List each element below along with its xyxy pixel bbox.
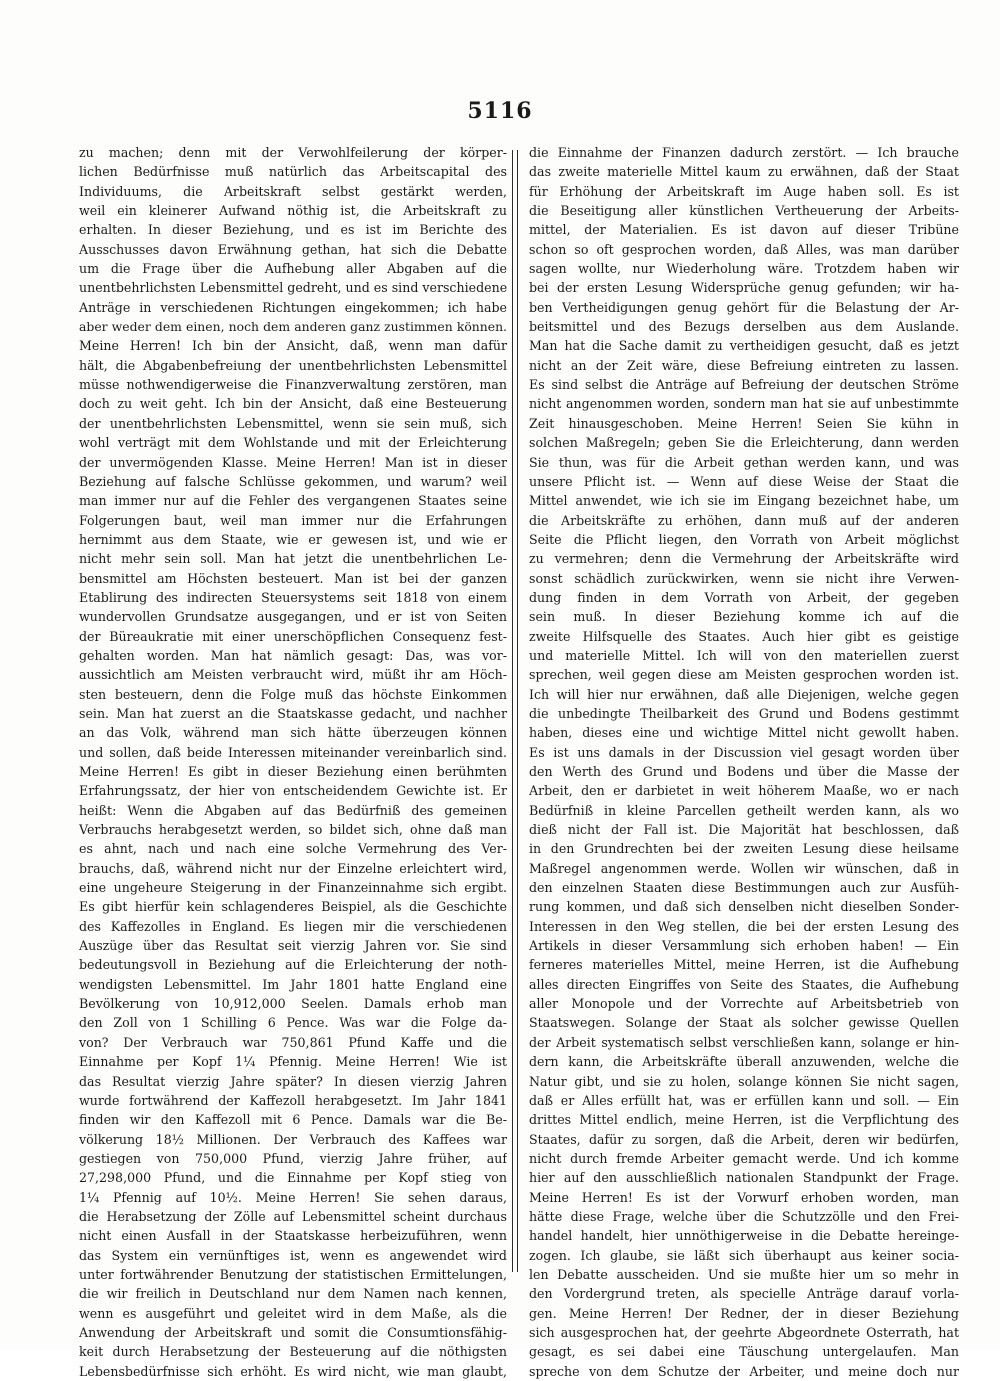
text-line: die unbedingte Theilbarkeit des Grund und Bodens gestimmt [529, 705, 959, 721]
text-line: daß er Alles erfüllt hat, was er erfüllen kann und soll. — Ein [529, 1092, 959, 1108]
text-line: den einzelnen Staaten diese Bestimmungen auch zur Ausfüh- [529, 880, 959, 896]
text-line: an das Volk, während man sich hätte überzeugen können [79, 725, 507, 741]
text-line: rung kommen, und daß sich denselben nicht dieselben Sonder- [529, 899, 959, 915]
text-line: hält, die Abgabenbefreiung der unentbehrlichsten Lebensmittel [79, 357, 507, 373]
text-line: weil ein kleinerer Aufwand nöthig ist, die Arbeitskraft zu [79, 203, 507, 219]
text-line: nicht durch fremde Arbeiter gemacht werde. Und ich komme [529, 1150, 959, 1166]
text-line: sten besteuern, denn die Folge muß das höchste Einkommen [79, 686, 507, 702]
text-line: der Büreaukratie mit einer unerschöpflichen Consequenz fest- [79, 628, 507, 644]
column-divider [512, 150, 518, 1272]
text-line: den Werth des Grund und Bodens und über die Masse der [529, 764, 959, 779]
right-text-column [529, 143, 959, 1381]
text-line: das Resultat vierzig Jahre später? In diesen vierzig Jahren [79, 1073, 507, 1089]
text-line: hernimmt aus dem Staate, wie er gewesen ist, und wie er [79, 531, 507, 547]
text-line: gesagt, es sei dabei eine Täuschung untergelaufen. Man [529, 1344, 959, 1360]
text-line: Meine Herren! Es ist der Vorwurf erhoben worden, man [529, 1189, 959, 1205]
text-line: die Herabsetzung der Zölle auf Lebensmittel scheint durchaus [79, 1208, 507, 1224]
text-line: lichen Bedürfnisse muß natürlich das Arbeitscapital des [79, 164, 507, 180]
text-line: von? Der Verbrauch war 750,861 Pfund Kaffe und die [79, 1034, 507, 1050]
text-line: Mittel anwendet, wie ich sie im Eingang bezeichnet habe, um [529, 493, 959, 509]
text-line: wenn es ausgeführt und geleitet wird in dem Maße, als die [79, 1305, 507, 1321]
text-line: keit durch Herabsetzung der Besteuerung auf die nöthigsten [79, 1344, 507, 1360]
text-line: Seite die Pflicht liegen, den Vorrath von Arbeit möglichst [529, 531, 959, 547]
text-line: 1¼ Pfennig auf 10½. Meine Herren! Sie sehen daraus, [79, 1189, 507, 1205]
text-line: Arbeit, den er darbietet in weit höherem Maaße, wo er nach [529, 783, 959, 799]
text-line: das System ein vernünftiges ist, wenn es angewendet wird [79, 1247, 507, 1263]
text-line: Auszüge über das Resultat seit vierzig Jahren vor. Sie sind [79, 938, 507, 954]
text-line: hätte diese Frage, welche über die Schutzzölle und den Frei- [529, 1208, 959, 1224]
text-line: für Erhöhung der Arbeitskraft im Auge haben soll. Es ist [529, 183, 959, 199]
text-line: dern kann, die Arbeitskräfte überall anzuwenden, welche die [529, 1054, 959, 1070]
text-line: Zeit hinausgeschoben. Meine Herren! Seien Sie kühn in [529, 415, 959, 431]
text-line: finden wir den Kaffezoll mit 6 Pence. Damals war die Be- [79, 1112, 507, 1128]
text-line: doch zu weit geht. Ich bin der Ansicht, daß eine Besteuerung [79, 396, 507, 412]
text-line: spreche von dem Schutze der Arbeiter, und meine doch nur [529, 1363, 959, 1379]
text-line: sagen wollte, nur Wiederholung wäre. Trotzdem haben wir [529, 261, 959, 277]
text-line: sprechen, weil gegen diese am Meisten gesprochen worden ist. [529, 667, 959, 683]
text-line: unsere Pflicht ist. — Wenn auf diese Weise der Staat die [529, 473, 959, 489]
text-line: Beziehung auf falsche Schlüsse gekommen, und warum? weil [79, 473, 507, 489]
left-text-column [79, 143, 507, 1381]
text-line: unter fortwährender Benutzung der statistischen Ermittelungen, [79, 1266, 507, 1282]
text-line: sein. Man hat zuerst an die Staatskasse gedacht, und nachher [79, 705, 507, 721]
text-line: zogen. Ich glaube, sie läßt sich überhaupt aus keiner socia- [529, 1247, 959, 1263]
text-line: Es ist uns damals in der Discussion viel gesagt worden über [529, 744, 959, 760]
text-line: der unentbehrlichsten Lebensmittel, wenn sie sein muß, sich [79, 415, 507, 431]
text-line: schon so oft gesprochen worden, daß Alles, was man darüber [529, 241, 959, 257]
text-line: ferneres materielles Mittel, meine Herren, ist die Aufhebung [529, 957, 959, 973]
text-line: völkerung 18½ Millionen. Der Verbrauch des Kaffees war [79, 1131, 507, 1147]
text-line: ben Vertheidigungen genug gehört für die Belastung der Ar- [529, 299, 959, 315]
text-line: Erfahrungssatz, der hier von entscheidendem Gewichte ist. Er [79, 783, 507, 799]
text-line: es ahnt, nach und nach eine solche Vermehrung des Ver- [79, 841, 507, 857]
text-line: Verbrauchs herabgesetzt werden, so bildet sich, ohne daß man [79, 822, 507, 838]
text-line: das zweite materielle Mittel kaum zu erwähnen, daß der Staat [529, 164, 959, 180]
text-line: Meine Herren! Ich bin der Ansicht, daß, wenn man dafür [79, 338, 507, 354]
text-line: Anträge in verschiedenen Richtungen eingekommen; ich habe [79, 299, 507, 315]
text-line: und sollen, daß beide Interessen miteinander vereinbarlich sind. [79, 744, 507, 760]
text-line: drittes Mittel endlich, meine Herren, ist die Verpflichtung des [529, 1112, 959, 1128]
text-line: aussichtlich am Meisten verbraucht wird, müßt ihr am Höch- [79, 667, 507, 683]
text-line: len Debatte ausscheiden. Und sie mußte hier um so mehr in [529, 1266, 959, 1282]
text-line: gen. Meine Herren! Der Redner, der in dieser Beziehung [529, 1305, 959, 1321]
text-line: Ich will hier nur erwähnen, daß alle Diejenigen, welche gegen [529, 686, 959, 702]
text-line: bei der ersten Lesung Widersprüche genug gefunden; wir ha- [529, 280, 959, 296]
text-line: Maßregel angenommen werde. Wollen wir wünschen, daß in [529, 860, 959, 876]
text-line: nicht mehr sein soll. Man hat jetzt die unentbehrlichen Le- [79, 551, 507, 567]
text-line: sich ausgesprochen hat, der geehrte Abgeordnete Osterrath, hat [529, 1324, 959, 1340]
text-line: die Beseitigung aller künstlichen Vertheuerung der Arbeits- [529, 203, 959, 219]
text-line: gestiegen von 750,000 Pfund, vierzig Jahre früher, auf [79, 1150, 507, 1166]
text-line: Einnahme per Kopf 1¼ Pfennig. Meine Herren! Wie ist [79, 1054, 507, 1070]
text-line: dieß nicht der Fall ist. Die Majorität hat beschlossen, daß [529, 822, 959, 838]
text-line: Bedürfniß in kleine Parcellen getheilt werden kann, als wo [529, 802, 959, 818]
text-line: sonst schädlich zurückwirken, wenn sie nicht ihre Verwen- [529, 570, 959, 586]
text-line: die Arbeitskräfte zu erhöhen, dann muß auf der anderen [529, 512, 959, 528]
text-line: um die Frage über die Aufhebung aller Abgaben auf die [79, 261, 507, 277]
text-line: Natur gibt, und sie zu holen, solange können Sie nicht sagen, [529, 1073, 959, 1089]
text-line: nicht angenommen worden, sondern man hat sie auf unbestimmte [529, 396, 959, 412]
text-line: dung finden in dem Vorrath von Arbeit, der gegeben [529, 589, 959, 605]
text-line: Staates, dafür zu sorgen, daß die Arbeit, deren wir bedürfen, [529, 1131, 959, 1147]
text-line: Lebensbedürfnisse sich erhöht. Es wird nicht, wie man glaubt, [79, 1363, 507, 1379]
text-line: hier auf den ausschließlich nationalen Standpunkt der Frage. [529, 1170, 959, 1186]
text-line: bedeutungsvoll in Beziehung auf die Erleichterung der noth- [79, 957, 507, 973]
text-line: aber weder dem einen, noch dem anderen ganz zustimmen können. [79, 319, 507, 335]
text-line: in den Grundrechten bei der zweiten Lesung diese heilsame [529, 841, 959, 857]
text-line: man immer nur auf die Fehler des vergangenen Staates seine [79, 493, 507, 509]
text-line: den Zoll von 1 Schilling 6 Pence. Was war die Folge da- [79, 1015, 507, 1031]
text-line: und materielle Mittel. Ich will von den materiellen zuerst [529, 647, 959, 663]
text-line: beitsmittel und des Bezugs derselben aus dem Auslande. [529, 319, 959, 335]
text-line: eine ungeheure Steigerung in der Finanzeinnahme sich ergibt. [79, 880, 507, 896]
text-line: Artikels in dieser Versammlung sich erhoben haben! — Ein [529, 938, 959, 954]
text-line: wohl verträgt mit dem Wohlstande und mit der Erleichterung [79, 435, 507, 451]
page-number: 5116 [467, 98, 533, 124]
text-line: heißt: Wenn die Abgaben auf das Bedürfniß des gemeinen [79, 802, 507, 818]
text-line: handel handelt, hier unnöthigerweise in die Debatte hereinge- [529, 1228, 959, 1244]
text-line: unentbehrlichsten Lebensmittel gedreht, und es sind verschiedene [79, 280, 507, 296]
text-line: wurde fortwährend der Kaffezoll herabgesetzt. Im Jahr 1841 [79, 1092, 507, 1108]
text-line: 27,298,000 Pfund, und die Einnahme per Kopf stieg von [79, 1170, 507, 1186]
text-line: Staatswegen. Solange der Staat als solcher gewisse Quellen [529, 1015, 959, 1031]
text-line: Sie thun, was für die Arbeit gethan werden kann, und was [529, 454, 959, 470]
text-line: der Arbeit systematisch selbst verschließen kann, solange er hin- [529, 1034, 959, 1050]
text-line: müsse nothwendigerweise die Finanzverwaltung zerstören, man [79, 377, 507, 393]
text-line: Bevölkerung von 10,912,000 Seelen. Damals erhob man [79, 996, 507, 1012]
text-line: zu machen; denn mit der Verwohlfeilerung der körper- [79, 145, 507, 160]
text-line: Folgerungen baut, weil man immer nur die Erfahrungen [79, 512, 507, 528]
text-line: der unvermögenden Klasse. Meine Herren! Man ist in dieser [79, 454, 507, 470]
text-line: brauchs, daß, während nicht nur der Einzelne erleichtert wird, [79, 860, 507, 876]
text-line: Interessen in den Weg stellen, die bei der ersten Lesung des [529, 918, 959, 934]
text-line: alles directen Eingriffes von Seite des Staates, die Aufhebung [529, 976, 959, 992]
text-line: erhalten. In dieser Beziehung, und es ist im Berichte des [79, 222, 507, 238]
text-line: aller Monopole und der Vorrechte auf Arbeitsbetrieb von [529, 996, 959, 1012]
text-line: bensmittel am Höchsten besteuert. Man ist bei der ganzen [79, 570, 507, 586]
text-line: Anwendung der Arbeitskraft und somit die Consumtionsfähig- [79, 1324, 507, 1340]
text-line: des Kaffezolles in England. Es liegen mir die verschiedenen [79, 918, 507, 934]
text-line: wendigsten Lebensmittel. Im Jahr 1801 hatte England eine [79, 976, 507, 992]
text-line: Ausschusses davon Erwähnung gethan, hat sich die Debatte [79, 241, 507, 257]
text-line: zu vermehren; denn die Vermehrung der Arbeitskräfte wird [529, 551, 959, 567]
text-line: gehalten worden. Man hat nämlich gesagt: Das, was vor- [79, 647, 507, 663]
text-line: die Einnahme der Finanzen dadurch zerstört. — Ich brauche [529, 145, 959, 160]
text-line: zweite Hilfsquelle des Staates. Auch hier gibt es geistige [529, 628, 959, 644]
text-line: Individuums, die Arbeitskraft selbst gestärkt werden, [79, 183, 507, 199]
text-line: Es sind selbst die Anträge auf Befreiung der deutschen Ströme [529, 377, 959, 393]
text-line: Etablirung des indirecten Steuersystems seit 1818 von einem [79, 589, 507, 605]
text-line: nicht an der Zeit wäre, diese Befreiung eintreten zu lassen. [529, 357, 959, 373]
text-line: Es gibt hierfür kein schlagenderes Beispiel, als die Geschichte [79, 899, 507, 915]
text-line: wundervollen Grundsatze ausgegangen, und er ist von Seiten [79, 609, 507, 625]
text-line: Man hat die Sache damit zu vertheidigen gesucht, daß es jetzt [529, 338, 959, 354]
text-line: den Vordergrund treten, als specielle Anträge darauf vorla- [529, 1286, 959, 1302]
text-line: mittel, der Materialien. Es ist davon auf dieser Tribüne [529, 222, 959, 238]
text-line: haben, dieses eine und wichtige Mittel nicht gewollt haben. [529, 725, 959, 741]
text-line: sein muß. In dieser Beziehung komme ich auf die [529, 609, 959, 625]
text-line: Meine Herren! Es gibt in dieser Beziehung einen berühmten [79, 764, 507, 779]
text-line: solchen Maßregeln; geben Sie die Erleichterung, dann werden [529, 435, 959, 451]
text-line: nicht einen Ausfall in der Staatskasse herbeizuführen, wenn [79, 1228, 507, 1244]
text-line: die wir freilich in Deutschland nur dem Namen nach kennen, [79, 1286, 507, 1302]
